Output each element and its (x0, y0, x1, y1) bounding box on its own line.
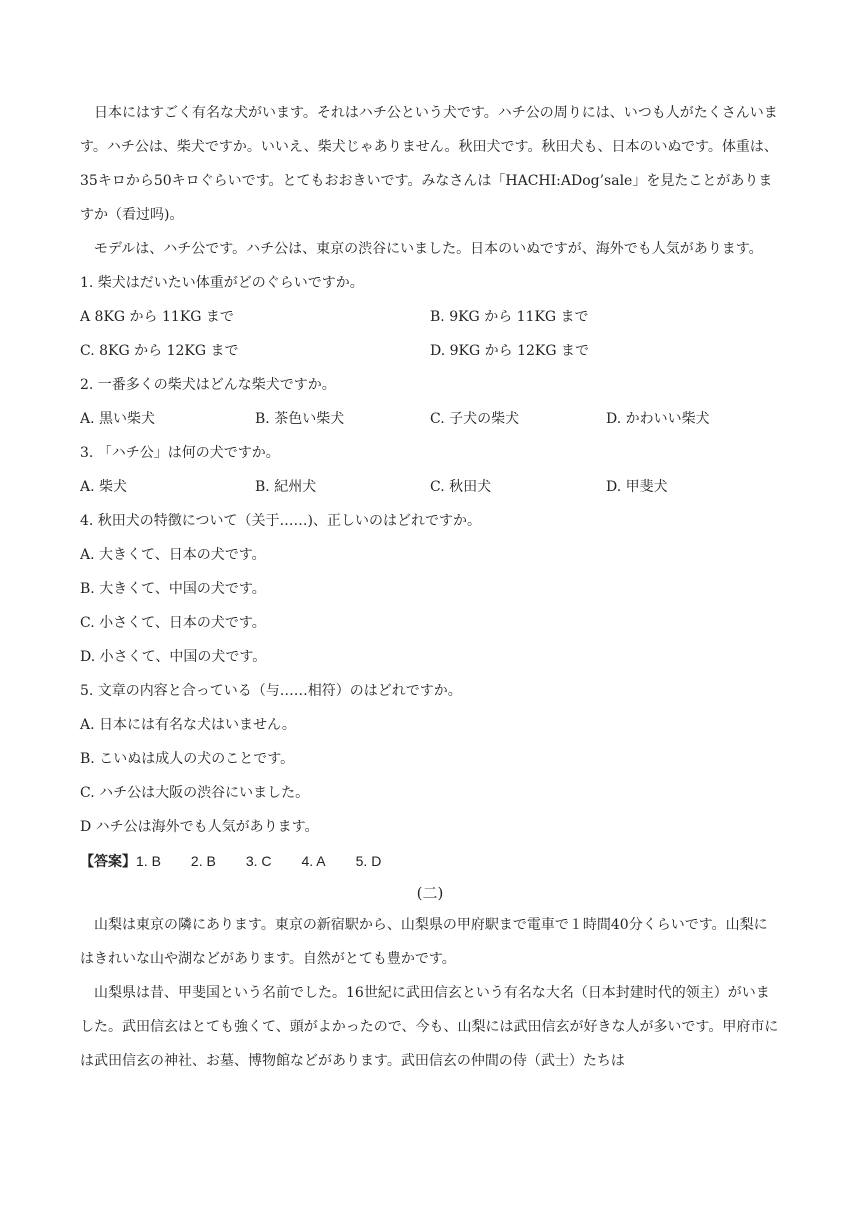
question-2-options (80, 402, 780, 436)
question-4-stem: 4. 秋田犬の特徴について（关于……)、正しいのはどれですか。 (80, 513, 481, 529)
question-5-option-a: A. 日本には有名な犬はいません。 (80, 717, 296, 733)
question-4-option-a: A. 大きくて、日本の犬です。 (80, 547, 266, 563)
question-1-option-d: D. 9KG から 12KG まで (430, 343, 589, 359)
question-3-option-b: B. 紀州犬 (255, 479, 317, 495)
question-2-option-d: D. かわいい柴犬 (606, 411, 710, 427)
question-3-option-a: A. 柴犬 (80, 479, 128, 495)
section2-paragraph-1: 山梨は東京の隣にあります。東京の新宿駅から、山梨県の甲府駅まで電車で１時間40分くらいです。山梨にはきれいな山や湖などがあります。自然がとても豊かです。 (80, 917, 768, 967)
document-page (80, 96, 780, 1078)
section2-paragraph-2: 山梨県は昔、甲斐国という名前でした。16世紀に武田信玄という有名な大名（日本封建时代的领主）がいました。武田信玄はとても強くて、頭がよかったので、今も、山梨には武田信玄が好きな人が多いです。甲府市には武田信玄の神社、お墓、博物館などがあります。武田信玄の仲間の侍（武士）たちは (80, 985, 779, 1069)
question-5-option-d: D ハチ公は海外でも人気があります。 (80, 819, 319, 835)
question-2-stem: 2. 一番多くの柴犬はどんな柴犬ですか。 (80, 377, 336, 393)
answer-label: 【答案】 (80, 854, 136, 870)
question-3-stem: 3. 「ハチ公」は何の犬ですか。 (80, 445, 280, 461)
question-2-option-b: B. 茶色い柴犬 (255, 411, 345, 427)
question-1-option-a: A 8KG から 11KG まで (80, 309, 234, 325)
answer-item: 1. B (136, 853, 161, 869)
answer-item: 5. D (355, 853, 382, 869)
question-5-option-b: B. こいぬは成人の犬のことです。 (80, 751, 295, 767)
question-3-option-c: C. 秋田犬 (430, 479, 492, 495)
answer-key (80, 844, 780, 878)
question-1-options-row-2 (80, 334, 780, 368)
question-1-option-c: C. 8KG から 12KG まで (80, 343, 239, 359)
passage1-paragraph-2: モデルは、ハチ公です。ハチ公は、東京の渋谷にいました。日本のいぬですが、海外でも人気があります。 (94, 241, 763, 257)
question-4-option-d: D. 小さくて、中国の犬です。 (80, 649, 267, 665)
question-4-option-c: C. 小さくて、日本の犬です。 (80, 615, 266, 631)
question-5-option-c: C. ハチ公は大阪の渋谷にいました。 (80, 785, 310, 801)
question-2-option-c: C. 子犬の柴犬 (430, 411, 520, 427)
question-3-options (80, 470, 780, 504)
question-2-option-a: A. 黒い柴犬 (80, 411, 156, 427)
section-2-title: (二) (416, 884, 444, 902)
question-5-stem: 5. 文章の内容と合っている（与……相符）のはどれですか。 (80, 683, 462, 699)
question-3-option-d: D. 甲斐犬 (606, 479, 668, 495)
answer-item: 4. A (301, 853, 326, 869)
passage1-paragraph-1: 日本にはすごく有名な犬がいます。それはハチ公という犬です。ハチ公の周りには、いつも人がたくさんいます。ハチ公は、柴犬ですか。いいえ、柴犬じゃありません。秋田犬です。秋田犬も、日本のいぬです。体重は、35キロから50キロぐらいです。とてもおおきいです。みなさんは「HACHI:ADog’sale」を見たことがありますか（看过吗)。 (80, 105, 778, 223)
question-1-options-row-1 (80, 300, 780, 334)
answer-item: 3. C (245, 853, 272, 869)
question-1-stem: 1. 柴犬はだいたい体重がどのぐらいですか。 (80, 275, 364, 291)
question-4-option-b: B. 大きくて、中国の犬です。 (80, 581, 266, 597)
answer-item: 2. B (190, 853, 216, 869)
question-1-option-b: B. 9KG から 11KG まで (430, 309, 589, 325)
